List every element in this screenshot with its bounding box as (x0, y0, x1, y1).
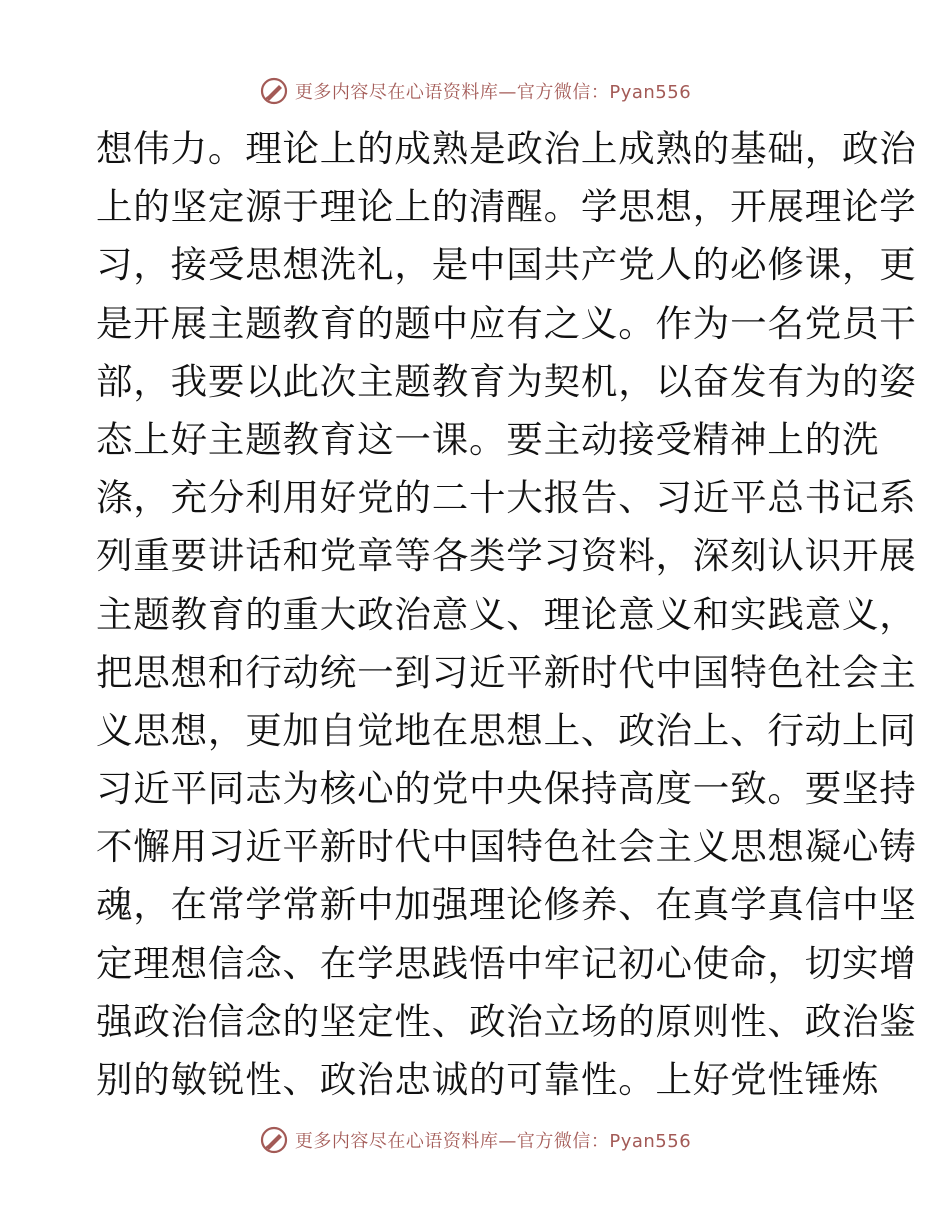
text-line: 涤，充分利用好党的二十大报告、习近平总书记系 (96, 476, 917, 520)
text-line: 定理想信念、在学思践悟中牢记初心使命，切实增 (96, 941, 917, 985)
watermark-text: 更多内容尽在心语资料库—官方微信：Pyan556 (294, 82, 692, 103)
text-line: 是开展主题教育的题中应有之义。作为一名党员干 (96, 301, 917, 345)
text-line: 态上好主题教育这一课。要主动接受精神上的洗 (96, 417, 880, 461)
text-line: 别的敏锐性、政治忠诚的可靠性。上好党性锤炼 (96, 1058, 880, 1101)
pen-seal-logo-icon (259, 1125, 289, 1155)
text-line: 习近平同志为核心的党中央保持高度一致。要坚持 (96, 767, 917, 811)
watermark-text: 更多内容尽在心语资料库—官方微信：Pyan556 (294, 1131, 692, 1152)
text-line: 主题教育的重大政治意义、理论意义和实践意义， (96, 592, 917, 636)
document-body (96, 124, 917, 1113)
text-line: 义思想，更加自觉地在思想上、政治上、行动上同 (96, 708, 917, 752)
text-line: 上的坚定源于理论上的清醒。学思想，开展理论学 (96, 185, 917, 229)
text-line: 魂，在常学常新中加强理论修养、在真学真信中坚 (96, 883, 917, 927)
text-line: 部，我要以此次主题教育为契机，以奋发有为的姿 (96, 359, 917, 403)
text-line: 强政治信念的坚定性、政治立场的原则性、政治鉴 (96, 999, 917, 1043)
footer-watermark (0, 1120, 950, 1160)
text-line: 不懈用习近平新时代中国特色社会主义思想凝心铸 (96, 825, 917, 869)
text-line: 习，接受思想洗礼，是中国共产党人的必修课，更 (96, 243, 917, 287)
text-line: 想伟力。理论上的成熟是政治上成熟的基础，政治 (96, 127, 917, 170)
text-line: 列重要讲话和党章等各类学习资料，深刻认识开展 (96, 534, 917, 578)
header-watermark (0, 71, 950, 111)
pen-seal-logo-icon (259, 76, 289, 106)
text-line: 把思想和行动统一到习近平新时代中国特色社会主 (96, 650, 917, 694)
